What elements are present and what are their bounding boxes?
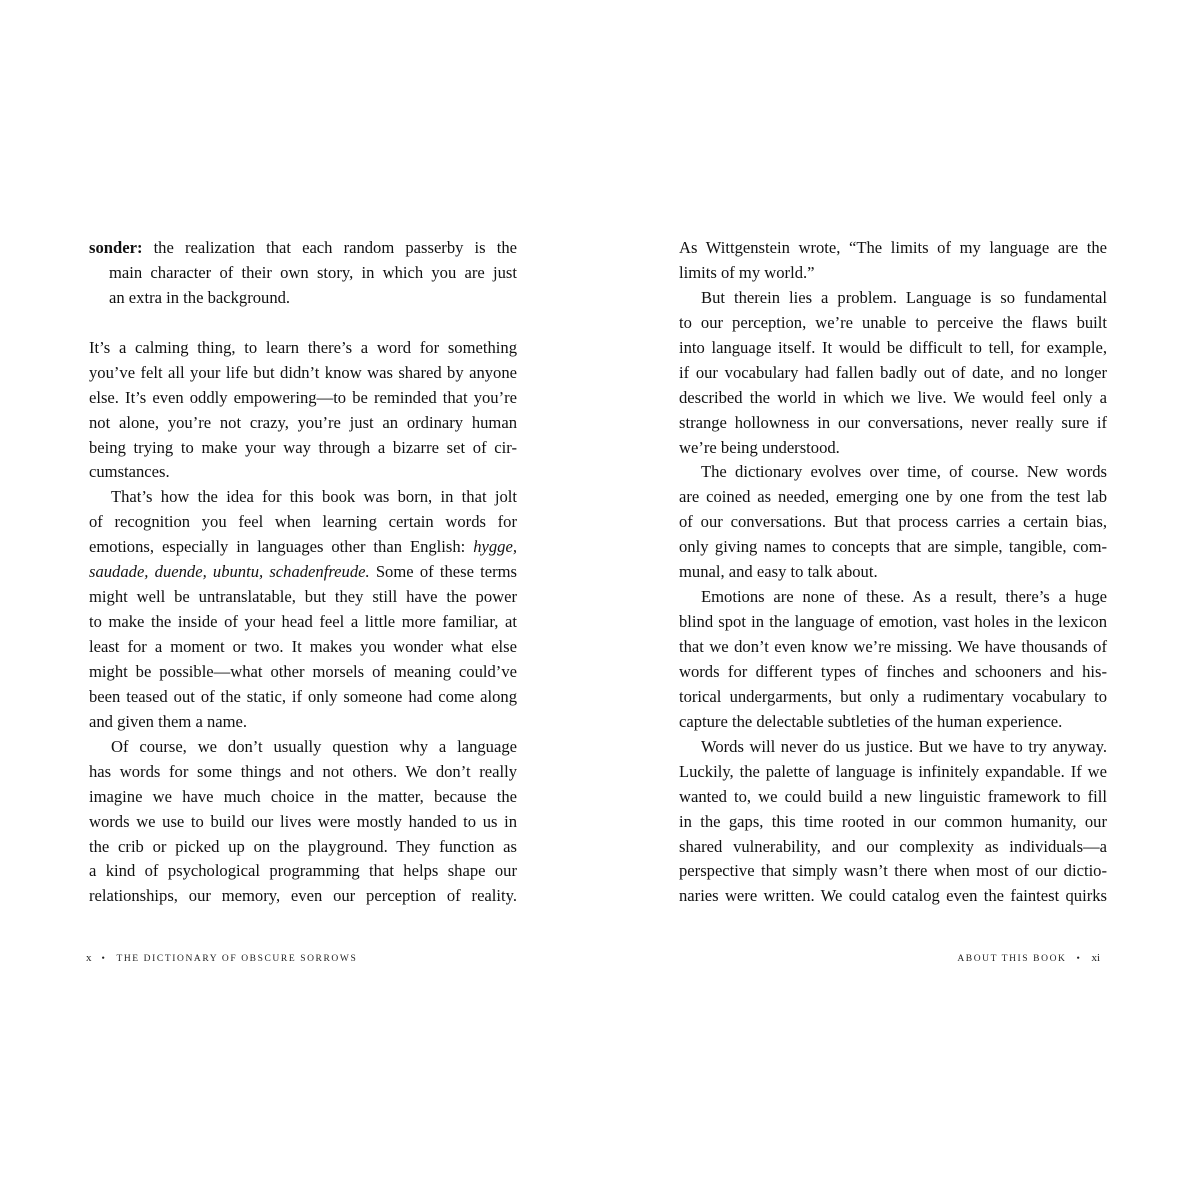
text-line: has words for some things and not others. We don’t really [89,761,517,781]
text-line: a kind of psychological programming that helps shape our [89,861,517,881]
text-line: emotions, especially in languages other than English: hygge, [89,537,517,557]
text-line: least for a moment or two. It makes you wonder what else [89,637,517,656]
text-line: might well be untranslatable, but they still have the power [89,587,517,607]
paragraph [89,336,517,486]
text-line: shared vulnerability, and our complexity as individuals—a [679,836,1107,856]
text-line: strange hollowness in our conversations, never really sure if [679,412,1107,432]
text-line: Of course, we don’t usually question why a language [111,736,517,756]
text-line: naries were written. We could catalog even the faintest quirks [679,886,1107,906]
text-line: we’re being understood. [679,437,840,457]
definition-text: an extra in the background. [109,287,291,307]
right-page [600,0,1200,1200]
running-head: THE DICTIONARY OF OBSCURE SORROWS [116,954,358,964]
text-line: might be possible—what other morsels of meaning could’ve [89,661,517,681]
text-line: into language itself. It would be difficult to tell, for example, [679,337,1107,357]
text-line: and given them a name. [89,711,248,731]
text-line: the crib or picked up on the playground. They function as [89,836,517,856]
paragraph [679,460,1107,585]
text-line: limits of my world.” [679,262,815,282]
text-line: Luckily, the palette of language is infinitely expandable. If we [679,761,1107,781]
text-line: capture the delectable subtleties of the human experience. [679,711,1063,731]
paragraph [679,286,1107,461]
definition-entry [89,236,517,311]
paragraph [679,735,1107,910]
text-line: of recognition you feel when learning certain words for [89,512,517,532]
definition-text: the realization that each random passerby is the [142,238,517,257]
text-line: that we don’t even know we’re missing. We have thousands of [679,637,1107,656]
text-line: words we use to build our lives were mostly handed to us in [89,811,517,831]
paragraph [89,485,517,734]
text-line: are coined as needed, emerging one by one from the test lab [679,487,1107,507]
text-line: being trying to make your way through a bizarre set of cir- [89,437,517,457]
paragraph [89,735,517,910]
text-line: to make the inside of your head feel a little more familiar, at [89,612,517,632]
text-line: of our conversations. But that process carries a certain bias, [679,512,1107,532]
text-line: wanted to, we could build a new linguistic framework to fill [679,786,1107,806]
text-line: It’s a calming thing, to learn there’s a word for something [89,337,517,357]
text-line: in the gaps, this time rooted in our common humanity, our [679,811,1107,831]
text-line: Words will never do us justice. But we have to try anyway. [701,736,1107,756]
page-number: xi [1091,952,1100,964]
definition-text: main character of their own story, in which you are just [109,262,517,282]
page-footer [957,952,1100,964]
right-text-column [679,236,1107,909]
definition-term: sonder: [89,238,143,257]
page-number: x [86,952,92,964]
text-line: saudade, duende, ubuntu, schadenfreude. Some of these terms [89,562,517,582]
section-break [89,311,517,336]
paragraph [679,585,1107,735]
text-line: you’ve felt all your life but didn’t know was shared by anyone [89,362,517,382]
text-line: else. It’s even oddly empowering—to be reminded that you’re [89,387,517,407]
text-line: But therein lies a problem. Language is so fundamental [701,287,1107,307]
text-line: That’s how the idea for this book was born, in that jolt [111,487,517,507]
text-line: torical undergarments, but only a rudimentary vocabulary to [679,686,1107,706]
running-head: ABOUT THIS BOOK [957,954,1067,964]
text-line: perspective that simply wasn’t there when most of our dictio- [679,861,1107,881]
text-line: if our vocabulary had fallen badly out of date, and no longer [679,362,1107,382]
text-line: imagine we have much choice in the matter, because the [89,786,517,806]
text-line: not alone, you’re not crazy, you’re just an ordinary human [89,412,517,432]
text-line: only giving names to concepts that are simple, tangible, com- [679,537,1107,557]
foreign-term: hygge, [473,537,517,557]
paragraph [679,236,1107,286]
left-text-column [89,236,517,909]
text-line: to our perception, we’re unable to perceive the flaws built [679,312,1107,332]
text-line: As Wittgenstein wrote, “The limits of my language are the [679,238,1107,257]
footer-separator: • [101,954,107,964]
page-footer [86,952,357,964]
text-line: words for different types of finches and schooners and his- [679,661,1107,681]
text-line: munal, and easy to talk about. [679,562,878,582]
foreign-term: saudade, duende, ubuntu, schadenfreude. [89,562,370,582]
text-line: relationships, our memory, even our perception of reality. [89,886,517,906]
text-line: been teased out of the static, if only someone had come along [89,686,517,706]
text-line: described the world in which we live. We would feel only a [679,387,1107,407]
text-line: blind spot in the language of emotion, vast holes in the lexicon [679,612,1107,632]
text-line: The dictionary evolves over time, of course. New words [701,462,1107,482]
footer-separator: • [1076,954,1082,964]
text-line: cumstances. [89,462,170,482]
text-line: Emotions are none of these. As a result, there’s a huge [701,587,1107,607]
